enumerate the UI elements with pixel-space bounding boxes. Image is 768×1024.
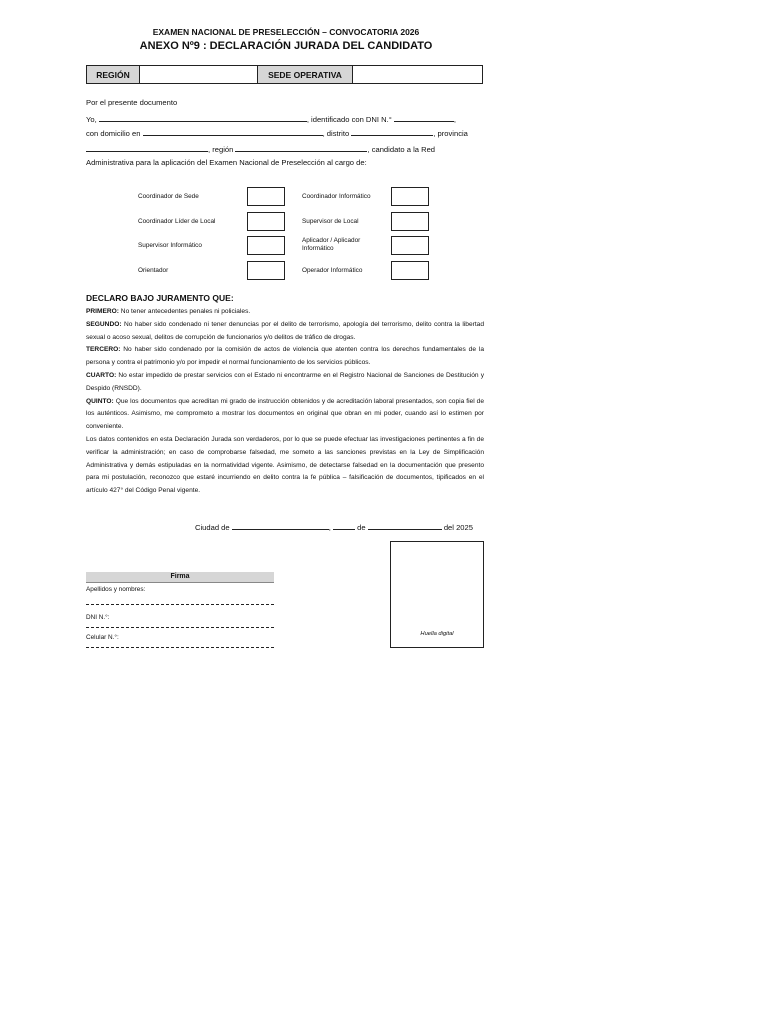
distrito-label: , distrito	[322, 129, 350, 138]
domicilio-field[interactable]	[143, 126, 323, 136]
checkbox-coordinador-sede[interactable]	[247, 187, 285, 206]
celular-label: Celular N.°:	[86, 634, 119, 641]
region-field[interactable]	[140, 66, 258, 83]
dni-signature-field[interactable]	[86, 627, 274, 628]
option-label-orientador: Orientador	[138, 267, 169, 274]
provincia-field[interactable]	[86, 142, 208, 152]
yo-label: Yo,	[86, 115, 97, 124]
checkbox-supervisor-informatico[interactable]	[247, 236, 285, 255]
provincia-label: , provincia	[433, 129, 468, 138]
region-table	[86, 65, 483, 84]
name-field[interactable]	[99, 112, 307, 122]
year-label: del 2025	[443, 523, 473, 532]
address-line	[86, 126, 486, 141]
intro-text: Por el presente documento	[86, 98, 178, 107]
celular-field[interactable]	[86, 647, 274, 648]
declaration-item-cuarto	[86, 370, 484, 396]
apellidos-label: Apellidos y nombres:	[86, 586, 146, 593]
declaration-body	[86, 306, 484, 498]
item-text: No haber sido condenado ni tener denuncias por el delito de terrorismo, apología del terrorismo, delito contra la libertad sexual o acoso sexual, delitos de corrupción de funcionarios y/o delitos de tráfico de drogas.	[86, 320, 484, 341]
dni-field[interactable]	[394, 112, 454, 122]
identificado-label: , identificado con DNI N.°	[306, 115, 392, 124]
checkbox-coordinador-informatico[interactable]	[391, 187, 429, 206]
option-label-coordinador-sede: Coordinador de Sede	[138, 193, 199, 200]
domicilio-label: con domicilio en	[86, 129, 141, 138]
name-line	[86, 112, 484, 127]
option-label-supervisor-local: Supervisor de Local	[302, 218, 359, 225]
region-label: REGIÓN	[87, 66, 140, 83]
region-line	[86, 142, 486, 157]
dni-label: DNI N.°:	[86, 614, 110, 621]
item-label: TERCERO:	[86, 346, 121, 354]
signature-header: Firma	[86, 572, 274, 583]
de-label: de	[357, 523, 366, 532]
declaration-item-tercero	[86, 344, 484, 370]
region-text: , región	[208, 145, 234, 154]
item-text: No haber sido condenado por la comisión de actos de violencia que atenten contra los derechos fundamentales de la persona y contra el patrimonio y/o por impedir el normal funcionamiento de los servicios públicos.	[86, 346, 484, 367]
item-label: SEGUNDO:	[86, 320, 122, 328]
comma-2: ,	[328, 523, 331, 532]
checkbox-coordinador-lider[interactable]	[247, 212, 285, 231]
apellidos-field[interactable]	[86, 604, 274, 605]
city-date-line	[195, 520, 473, 532]
declaration-closing: Los datos contenidos en esta Declaración Jurada son verdaderos, por lo que se puede efectuar las investigaciones pertinentes a fin de verificar la administración; en caso de comprobarse falsedad, me someto a las sanciones previstas en la Ley de Simplificación Administrativa y demás estipuladas en la normatividad vigente. Asimismo, de detectarse falsedad en la documentación que presento para mi postulación, reconozco que estaré incurriendo en delito contra la fe pública – falsificación de documentos, tipificados en el artículo 427° del Código Penal vigente.	[86, 435, 484, 495]
item-label: PRIMERO:	[86, 308, 119, 315]
item-label: CUARTO:	[86, 371, 117, 379]
item-text: No tener antecedentes penales ni policiales.	[118, 308, 251, 315]
checkbox-operador-informatico[interactable]	[391, 261, 429, 280]
month-field[interactable]	[368, 520, 442, 530]
option-label-coordinador-informatico: Coordinador Informático	[302, 193, 371, 200]
checkbox-supervisor-local[interactable]	[391, 212, 429, 231]
exam-title: EXAMEN NACIONAL DE PRESELECCIÓN – CONVOCATORIA 2026	[152, 27, 420, 37]
item-label: QUINTO:	[86, 397, 114, 405]
annex-title: ANEXO Nº9 : DECLARACIÓN JURADA DEL CANDIDATO	[139, 40, 433, 52]
position-intro: Administrativa para la aplicación del Examen Nacional de Preselección al cargo de:	[86, 158, 367, 167]
fingerprint-label: Huella digital	[420, 631, 454, 637]
day-field[interactable]	[333, 520, 355, 530]
candidato-label: , candidato a la Red	[367, 145, 436, 154]
option-label-coordinador-lider: Coordinador Líder de Local	[138, 218, 216, 225]
checkbox-orientador[interactable]	[247, 261, 285, 280]
option-label-supervisor-informatico: Supervisor Informático	[138, 242, 202, 249]
declaration-heading: DECLARO BAJO JURAMENTO QUE:	[86, 293, 234, 303]
sede-field[interactable]	[353, 66, 482, 83]
item-text: No estar impedido de prestar servicios con el Estado ni encontrarme en el Registro Nacional de Sanciones de Destitución y Despido (RNSDD).	[86, 371, 484, 392]
ciudad-label: Ciudad de	[195, 523, 230, 532]
item-text: Que los documentos que acreditan mi grado de instrucción obtenidos y de acreditación laboral presentados, son copia fiel de los auténticos. Asimismo, me comprometo a mostrar los documentos en original que obran en mi poder, cuando así lo estimen por conveniente.	[86, 397, 484, 431]
declaration-item-primero	[86, 306, 484, 319]
distrito-field[interactable]	[351, 126, 433, 136]
option-label-operador-informatico: Operador Informático	[302, 267, 363, 274]
option-label-aplicador: Aplicador / Aplicador Informático	[302, 237, 361, 252]
declaration-item-segundo	[86, 319, 484, 345]
region-field-text[interactable]	[235, 142, 367, 152]
ciudad-field[interactable]	[232, 520, 329, 530]
sede-label: SEDE OPERATIVA	[258, 66, 353, 83]
declaration-item-quinto	[86, 396, 484, 434]
comma-1: ,	[453, 115, 456, 124]
checkbox-aplicador[interactable]	[391, 236, 429, 255]
